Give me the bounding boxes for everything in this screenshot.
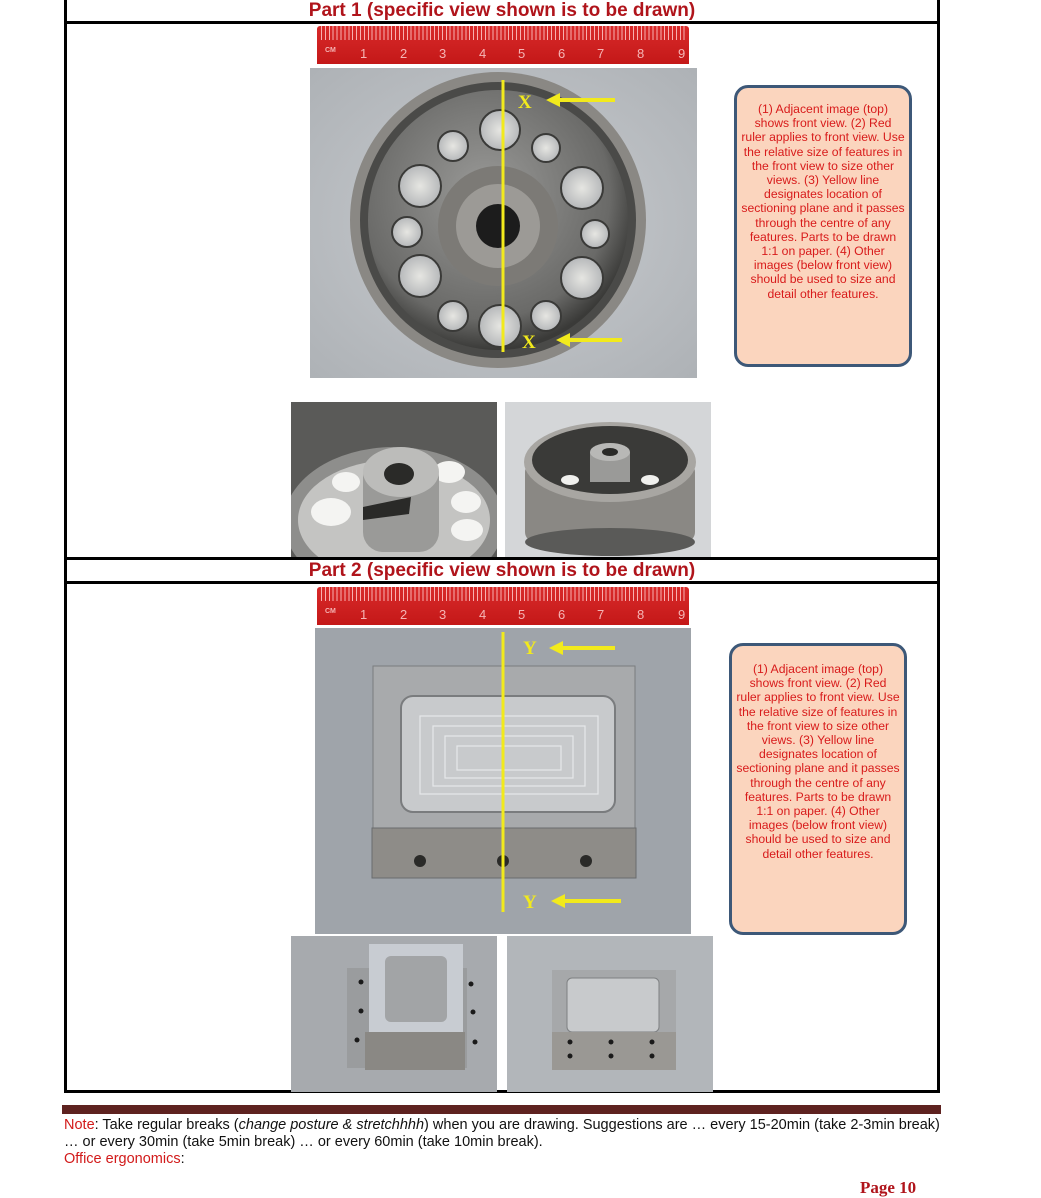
ergonomics-note (64, 1117, 944, 1168)
part1-side-photo (505, 402, 711, 557)
office-ergonomics-label: Office ergonomics (64, 1151, 181, 1167)
part1-instructions-callout: (1) Adjacent image (top) shows front view. (2) Red ruler applies to front view. Use the relative size of features in the front view to size other views. (3) Yellow line designates location of sectioning plane and it passes through the centre of any features. Parts to be drawn 1:1 on paper. (4) Other images (below front view) should be used to size and detail other features. (734, 85, 912, 367)
ruler-label: 9 (678, 607, 686, 622)
ruler-label: 4 (479, 607, 487, 622)
ruler-label: 5 (518, 607, 526, 622)
ruler-label: 6 (558, 607, 566, 622)
ruler-unit: CM (325, 47, 336, 54)
part1-header: Part 1 (specific view shown is to be drawn) (67, 0, 937, 24)
ruler-label: 3 (439, 607, 447, 622)
ruler-label: 5 (518, 46, 526, 61)
ruler-label: 7 (597, 46, 605, 61)
note-divider-bar (62, 1105, 941, 1114)
part2-instructions-callout: (1) Adjacent image (top) shows front view. (2) Red ruler applies to front view. Use the relative size of features in the front view to size other views. (3) Yellow line designates location of sectioning plane and it passes through the centre of any features. Parts to be drawn 1:1 on paper. (4) Other images (below front view) should be used to size and detail other features. (729, 643, 907, 935)
ruler-ticks (321, 26, 685, 40)
ruler-label: 2 (400, 607, 408, 622)
ruler-label: 1 (360, 607, 368, 622)
note-text: : Take regular breaks ( (94, 1117, 239, 1133)
note-text: ) when you are drawing. Suggestions are … every 15-20min (take 2-3min break) … or every 30min (take 5min break) … or every 60min (take 10min break). (64, 1117, 940, 1150)
ruler-ticks (321, 587, 685, 601)
ruler-label: 2 (400, 46, 408, 61)
ruler-unit: CM (325, 608, 336, 615)
ruler-label: 3 (439, 46, 447, 61)
section-label-x-top: X (518, 92, 532, 113)
part2-side-photo (507, 936, 713, 1092)
part2-iso-photo (291, 936, 497, 1092)
section-label-y-bottom: Y (523, 892, 537, 913)
part2-front-view-photo (315, 628, 691, 934)
part2-header: Part 2 (specific view shown is to be drawn) (67, 557, 937, 584)
ergonomics-suffix: : (180, 1151, 185, 1167)
section-label-y-top: Y (523, 638, 537, 659)
ruler-label: 6 (558, 46, 566, 61)
ruler-label: 7 (597, 607, 605, 622)
part1-front-view-photo (310, 68, 697, 378)
part2-ruler (317, 587, 689, 625)
note-italic: change posture & stretchhhh (238, 1117, 425, 1133)
ruler-label: 9 (678, 46, 686, 61)
part1-ruler (317, 26, 689, 64)
parts-table (64, 0, 940, 1093)
section-label-x-bottom: X (522, 332, 536, 353)
note-label: Note (64, 1117, 95, 1133)
ruler-label: 8 (637, 46, 645, 61)
ruler-label: 4 (479, 46, 487, 61)
part1-closeup-photo (291, 402, 497, 557)
page-number: Page 10 (860, 1178, 917, 1197)
ruler-label: 8 (637, 607, 645, 622)
ruler-label: 1 (360, 46, 368, 61)
